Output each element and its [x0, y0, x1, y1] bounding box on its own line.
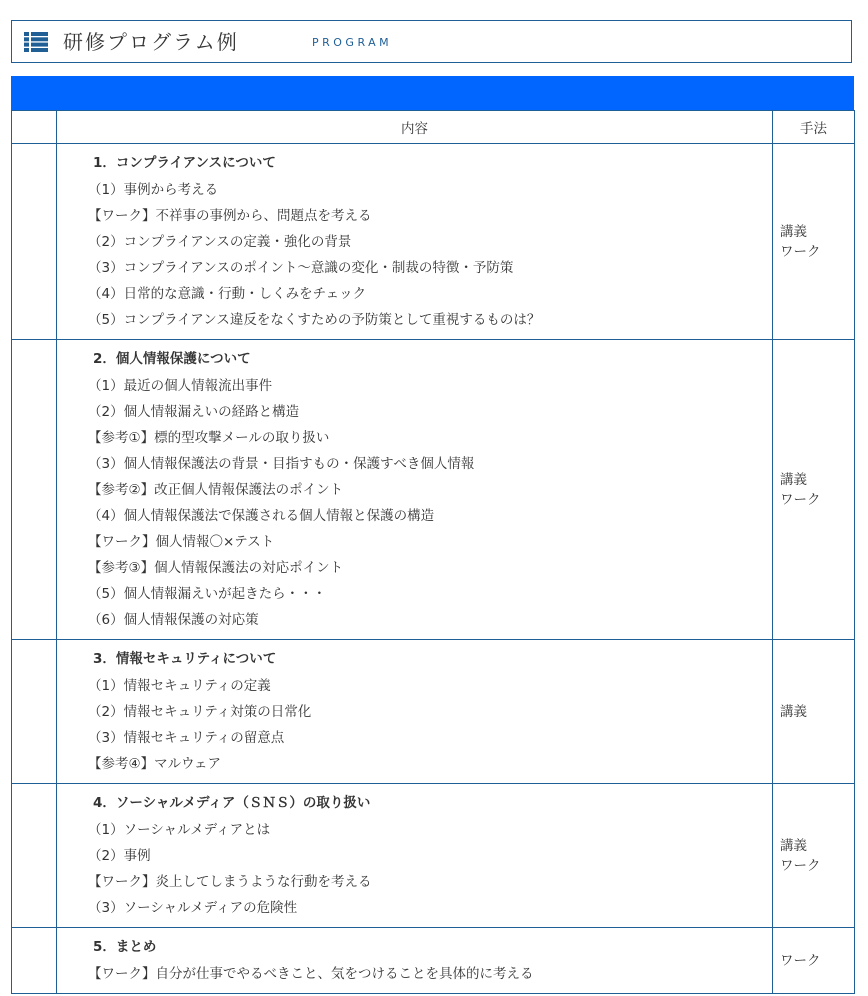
method-label: 講義 — [780, 703, 807, 720]
method-label: 講義 — [780, 837, 807, 854]
method-label: 講義 — [780, 223, 807, 240]
program-item: 【参考④】マルウェア — [88, 756, 222, 772]
method-label: ワーク — [780, 952, 821, 969]
column-header-content: 内容 — [57, 111, 773, 144]
row-blank-cell — [12, 928, 57, 994]
program-item: （5）コンプライアンス違反をなくすための予防策として重視するものは？ — [88, 312, 541, 328]
column-header-method: 手法 — [773, 111, 855, 144]
section-heading: 2．個人情報保護について — [93, 351, 251, 367]
table-row — [12, 144, 855, 340]
content-cell — [57, 340, 773, 640]
content-cell — [57, 640, 773, 784]
program-item: （2）情報セキュリティ対策の日常化 — [88, 704, 312, 720]
row-blank-cell — [12, 144, 57, 340]
page-header — [11, 20, 852, 63]
method-label: ワーク — [780, 857, 821, 874]
section-heading: 1．コンプライアンスについて — [93, 155, 276, 171]
row-blank-cell — [12, 784, 57, 928]
table-banner — [11, 76, 854, 110]
method-cell — [773, 144, 855, 340]
table-row — [12, 928, 855, 994]
content-cell — [57, 144, 773, 340]
method-label: ワーク — [780, 243, 821, 260]
program-item: （2）事例 — [88, 848, 151, 864]
program-item: （3）個人情報保護法の背景・目指すもの・保護すべき個人情報 — [88, 456, 475, 472]
table-row — [12, 340, 855, 640]
column-header-blank — [12, 111, 57, 144]
method-label: ワーク — [780, 491, 821, 508]
program-item: 【ワーク】自分が仕事でやるべきこと、気をつけることを具体的に考える — [88, 966, 534, 982]
row-blank-cell — [12, 640, 57, 784]
table-row — [12, 640, 855, 784]
row-blank-cell — [12, 340, 57, 640]
page-subtitle: PROGRAM — [312, 36, 393, 49]
program-item: （1）最近の個人情報流出事件 — [88, 378, 273, 394]
program-item: （3）情報セキュリティの留意点 — [88, 730, 285, 746]
method-label: 講義 — [780, 471, 807, 488]
method-cell — [773, 928, 855, 994]
method-cell — [773, 640, 855, 784]
program-item: 【ワーク】不祥事の事例から、問題点を考える — [88, 208, 372, 224]
program-item: 【ワーク】炎上してしまうような行動を考える — [88, 874, 372, 890]
program-item: （2）個人情報漏えいの経路と構造 — [88, 404, 300, 420]
program-table — [11, 110, 855, 994]
section-heading: 5．まとめ — [93, 939, 157, 955]
content-cell — [57, 928, 773, 994]
page-title: 研修プログラム例 — [63, 30, 239, 54]
program-item: （6）個人情報保護の対応策 — [88, 612, 259, 628]
program-item: 【参考③】個人情報保護法の対応ポイント — [88, 560, 344, 576]
section-heading: 4．ソーシャルメディア（ＳＮＳ）の取り扱い — [93, 795, 371, 811]
method-cell — [773, 340, 855, 640]
program-item: （1）事例から考える — [88, 182, 219, 198]
table-row — [12, 784, 855, 928]
program-item: （3）ソーシャルメディアの危険性 — [88, 900, 298, 916]
program-item: （5）個人情報漏えいが起きたら・・・ — [88, 586, 327, 602]
section-heading: 3．情報セキュリティについて — [93, 651, 277, 667]
method-cell — [773, 784, 855, 928]
program-item: （3）コンプライアンスのポイント～意識の変化・制裁の特徴・予防策 — [88, 260, 514, 276]
table-header-row — [12, 111, 855, 144]
program-item: 【ワーク】個人情報〇×テスト — [88, 534, 275, 550]
program-item: （4）個人情報保護法で保護される個人情報と保護の構造 — [88, 508, 435, 524]
program-item: （4）日常的な意識・行動・しくみをチェック — [88, 286, 367, 302]
program-item: 【参考①】標的型攻撃メールの取り扱い — [88, 430, 330, 446]
program-item: （1）情報セキュリティの定義 — [88, 678, 271, 694]
content-cell — [57, 784, 773, 928]
program-item: （1）ソーシャルメディアとは — [88, 822, 271, 838]
program-item: （2）コンプライアンスの定義・強化の背景 — [88, 234, 352, 250]
program-item: 【参考②】改正個人情報保護法のポイント — [88, 482, 344, 498]
list-icon — [24, 32, 48, 52]
